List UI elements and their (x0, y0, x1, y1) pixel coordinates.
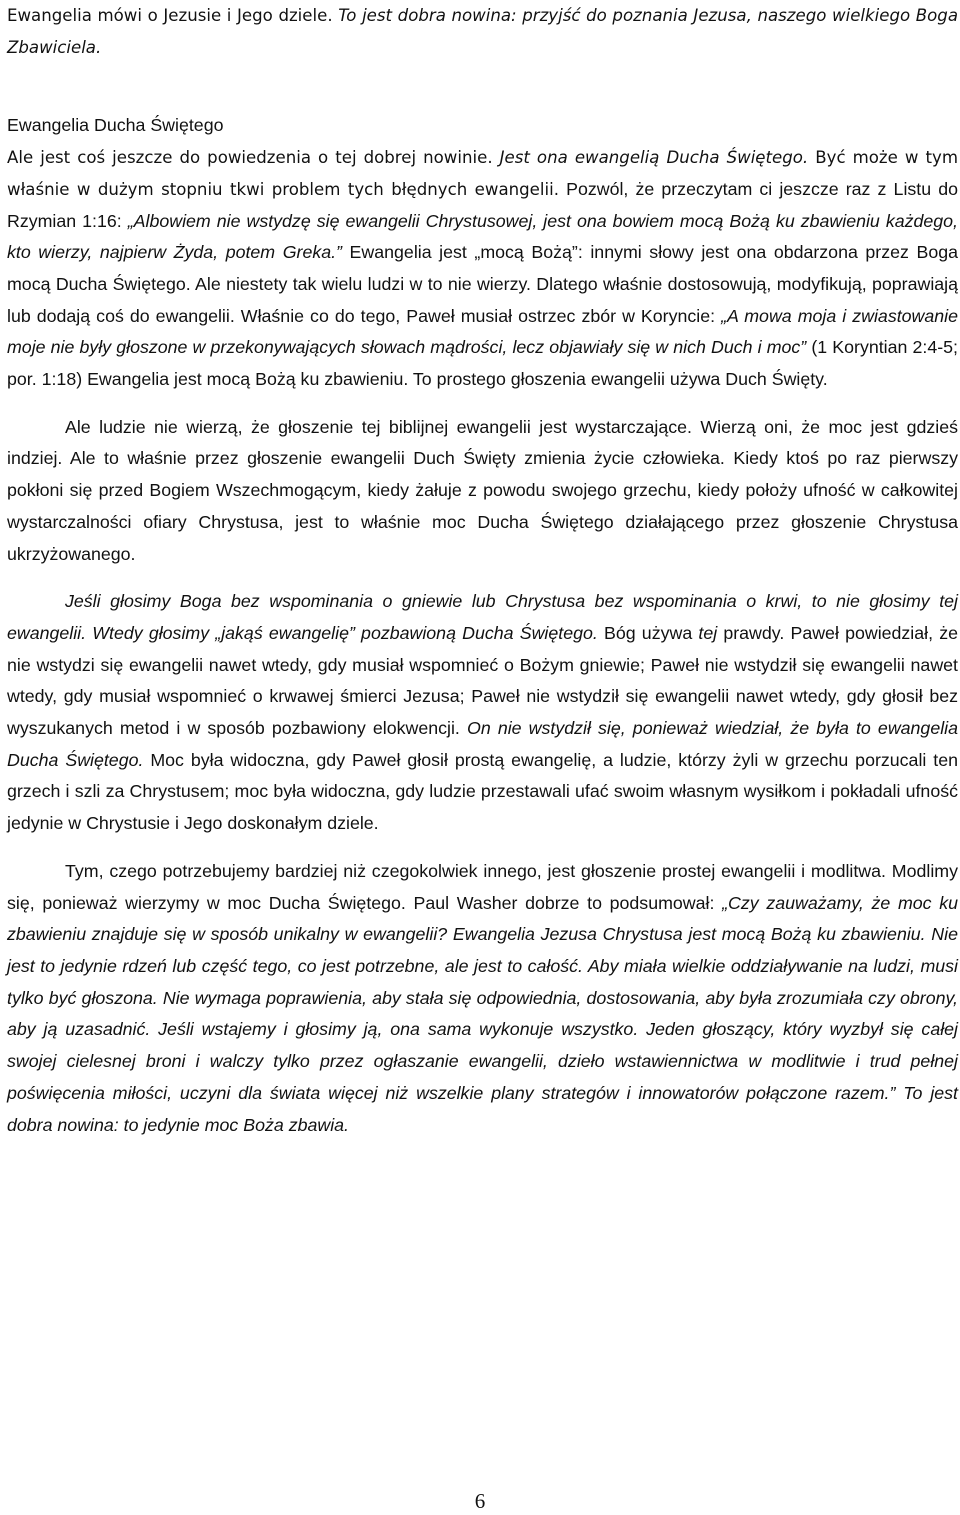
intro-text: Ewangelia mówi o Jezusie i Jego dziele. (7, 6, 339, 25)
paragraph-1-sentence-3: Być może w tym właśnie w dużym stopniu tkwi problem tych błędnych ewangelii. (7, 148, 958, 199)
paragraph-1-sentence-8: (1 Koryntian 2:4-5; por. 1:18) Ewangelia jest mocą Bożą ku zbawieniu. To prostego głoszenia ewangelii używa Duch Święty. (7, 337, 958, 390)
paragraph-3-sentence-6: Moc była widoczna, gdy Paweł głosił prostą ewangelię, a ludzie, którzy żyli w grzechu porzucali ten grzech i szli za Chrystusem; moc była widoczna, gdy ludzie przestawali ufać swoim własnym wysiłkom i pokładali ufność jedynie w Chrystusie i Jego doskonałym dziele. (7, 749, 958, 834)
paragraph-1-sentence-1: Ale jest coś jeszcze do powiedzenia o tej dobrej nowinie. (7, 148, 500, 168)
section-heading: Ewangelia Ducha Świętego (7, 115, 224, 136)
paragraph-1-sentence-4: Pozwól, że przeczytam ci jeszcze raz z Listu do Rzymian 1:16: (7, 178, 958, 231)
page-number: 6 (474, 1489, 486, 1513)
paragraph-3 (7, 586, 958, 840)
paragraph-1-sentence-2: Jest ona ewangelią Ducha Świętego. (499, 148, 809, 168)
paragraph-1 (7, 142, 958, 396)
closing-statement: To jest dobra nowina: to jedynie moc Boża zbawia. (7, 1082, 958, 1135)
paragraph-4 (7, 856, 958, 1141)
intro-italic-text: To jest dobra nowina: przyjść do poznania Jezusa, naszego wielkiego Boga Zbawiciela. (7, 6, 959, 57)
corinthians-quote: „A mowa moja i zwiastowanie moje nie były głoszone w przekonywających słowach mądrości, lecz objawiały się w nich Duch i moc” (7, 305, 958, 358)
paragraph-3-italic-opening: Jeśli głosimy Boga bez wspominania o gniewie lub Chrystusa bez wspominania o krwi, to nie głosimy tej ewangelii. Wtedy głosimy „jakąś ewangelię” pozbawioną Ducha Świętego. (7, 591, 958, 643)
washer-quote: „Czy zauważamy, że moc ku zbawieniu znajduje się w sposób unikalny w ewangelii? Ewangelia Jezusa Chrystusa jest mocą Bożą ku zbawieniu. Nie jest to jedynie rdzeń lub część tego, co jest potrzebne, ale jest to całość. Aby miała wielkie oddziaływanie na ludzi, musi tylko być głoszona. Nie wymaga poprawienia, aby stała się odpowiednia, dostosowania, aby była zrozumiała czy obrony, aby ją uzasadnić. Jeśli wstajemy i głosimy ją, ona sama wykonuje wszystko. Jeden głoszący, który wyzbył się całej swojej cielesnej broni i walczy tylko przez ogłaszanie ewangelii, dzieło wstawiennictwa w modlitwie i trud pełnej poświęcenia miłości, uczyni dla świata więcej niż wszelkie plany strategów i innowatorów połączone razem.” (7, 892, 958, 1103)
paragraph-4-sentence-1: Tym, czego potrzebujemy bardziej niż czegokolwiek innego, jest głoszenie prostej ewangelii i modlitwa. Modlimy się, ponieważ wierzymy w moc Ducha Świętego. Paul Washer dobrze to podsumował: (7, 860, 958, 913)
romans-quote: „Albowiem nie wstydzę się ewangelii Chrystusowej, jest ona bowiem mocą Bożą ku zbawieniu każdego, kto wierzy, najpierw Żyda, potem Greka.” (7, 210, 958, 263)
paragraph-1-sentence-6: Ewangelia jest „mocą Bożą”: innymi słowy jest ona obdarzona przez Boga mocą Ducha Świętego. Ale niestety tak wielu ludzi w to nie wierzy. Dlatego właśnie dostosowują, modyfikują, poprawiają lub dodają coś do ewangelii. Właśnie co do tego, Paweł musiał ostrzec zbór w Koryncie: (7, 242, 959, 326)
paragraph-3-italic-statement: On nie wstydził się, ponieważ wiedział, że była to ewangelia Ducha Świętego. (7, 718, 959, 770)
intro-paragraph (7, 0, 958, 63)
paragraph-2: Ale ludzie nie wierzą, że głoszenie tej biblijnej ewangelii jest wystarczające. Wierzą oni, że moc jest gdzieś indziej. Ale to właśnie przez głoszenie ewangelii Duch Święty zmienia życie człowieka. Kiedy ktoś po raz pierwszy pokłoni się przed Bogiem Wszechmogącym, kiedy żałuje z powodu swojego grzechu, kiedy położy ufność w całkowitej wystarczalności ofiary Chrystusa, jest to właśnie moc Ducha Świętego działającego przez głoszenie Chrystusa ukrzyżowanego. (7, 416, 958, 564)
paragraph-3-sentence-2: Bóg używa (597, 622, 699, 643)
document-page (7, 0, 958, 1141)
paragraph-3-italic-word: tej (698, 622, 718, 643)
paragraph-3-sentence-4: prawdy. Paweł powiedział, że nie wstydzi się ewangelii nawet wtedy, gdy musiał wspomnieć o Bożym gniewie; Paweł nie wstydził się ewangelii nawet wtedy, gdy musiał wspomnieć o krwawej śmierci Jezusa; Paweł nie wstydził się ewangelii nawet wtedy, gdy głosił bez wyszukanych metod i w sposób pozbawiony elokwencji. (7, 622, 958, 739)
